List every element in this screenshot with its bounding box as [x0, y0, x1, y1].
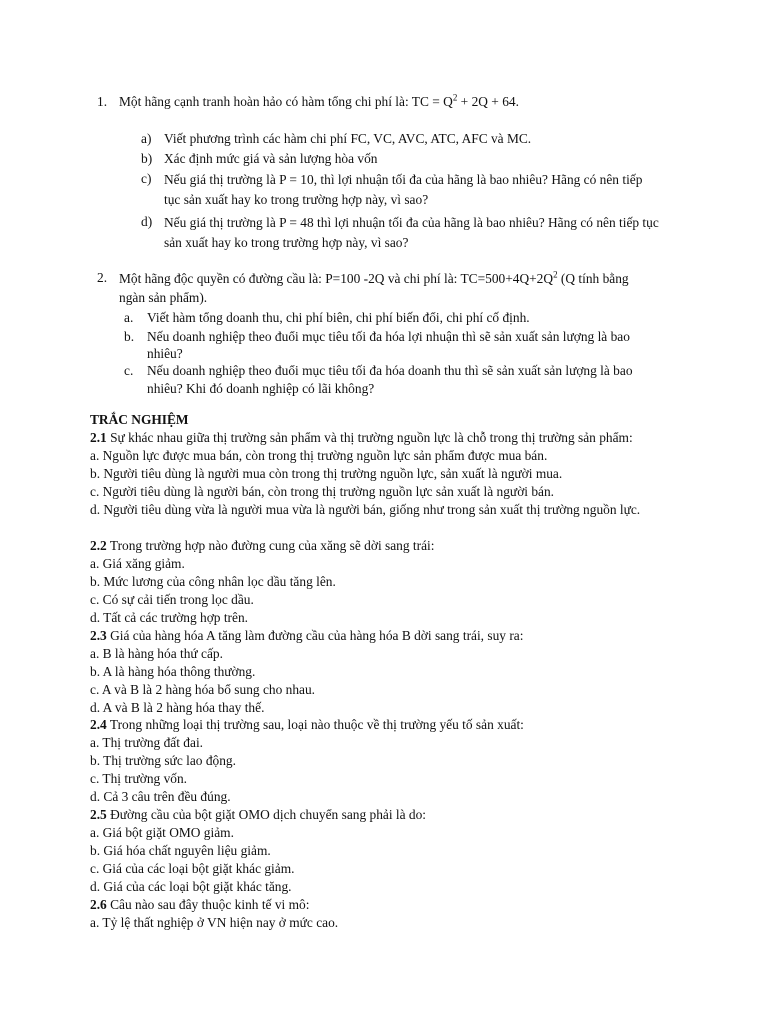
question	[90, 429, 633, 447]
answer-option: c. Thị trường vốn.	[90, 771, 188, 786]
item-text: Nếu giá thị trường là P = 48 thì lợi nhuận tối đa của hãng là bao nhiêu? Hãng có nên tiếp tục sản xuất hay ko trong trường hợp này, vì sao?	[164, 215, 659, 250]
item-text: Nếu doanh nghiệp theo đuổi mục tiêu tối đa hóa doanh thu thì sẽ sản xuất sản lượng là bao nhiêu? Khi đó doanh nghiệp có lãi không?	[147, 363, 633, 396]
question	[90, 716, 524, 734]
item-text: Xác định mức giá và sản lượng hòa vốn	[164, 151, 378, 166]
question-number: 2.1	[90, 430, 107, 445]
question-number: 2.2	[90, 538, 107, 553]
question-text: Câu nào sau đây thuộc kinh tế vi mô:	[106, 897, 310, 912]
item-text: Nếu giá thị trường là P = 10, thì lợi nhuận tối đa của hãng là bao nhiêu? Hãng có nên tiếp tục sản xuất hay ko trong trường hợp này, vì sao?	[164, 172, 643, 207]
answer-option: b. A là hàng hóa thông thường.	[90, 664, 256, 679]
item-text: Viết phương trình các hàm chi phí FC, VC, AVC, ATC, AFC và MC.	[164, 131, 532, 146]
problem-stem: Một hãng cạnh tranh hoàn hảo có hàm tổng chi phí là: TC = $Q^2 + 2Q + 64$.	[119, 92, 519, 109]
answer-option: d. Tất cả các trường hợp trên.	[90, 610, 248, 625]
question-text: Sự khác nhau giữa thị trường sản phẩm và thị trường nguồn lực là chỗ trong thị trường sản phẩm:	[106, 430, 633, 445]
answer-option: c. Có sự cải tiến trong lọc dầu.	[90, 592, 254, 607]
question	[90, 806, 426, 824]
answer-option: d. Giá của các loại bột giặt khác tăng.	[90, 879, 292, 894]
problem-number: 1.	[97, 94, 108, 109]
item-text: Viết hàm tổng doanh thu, chi phí biên, chi phí biến đổi, chi phí cố định.	[147, 310, 530, 325]
item-label: b.	[124, 329, 135, 344]
answer-option: b. Người tiêu dùng là người mua còn trong thị trường nguồn lực, sản xuất là người mua.	[90, 466, 563, 481]
answer-option: d. A và B là 2 hàng hóa thay thế.	[90, 700, 265, 715]
question-text: Giá của hàng hóa A tăng làm đường cầu của hàng hóa B dời sang trái, suy ra:	[106, 628, 524, 643]
question-number: 2.3	[90, 628, 107, 643]
question-number: 2.6	[90, 897, 107, 912]
question-text: Trong những loại thị trường sau, loại nào thuộc về thị trường yếu tố sản xuất:	[106, 717, 524, 732]
answer-option: a. Giá xăng giảm.	[90, 556, 185, 571]
answer-option: d. Cả 3 câu trên đều đúng.	[90, 789, 231, 804]
answer-option: a. Thị trường đất đai.	[90, 735, 204, 750]
item-label: b)	[141, 151, 153, 166]
answer-option: b. Thị trường sức lao động.	[90, 753, 236, 768]
item-label: c.	[124, 363, 134, 378]
item-label: c)	[141, 171, 152, 186]
question-text: Trong trường hợp nào đường cung của xăng sẽ dời sang trái:	[106, 538, 435, 553]
answer-option: a. Nguồn lực được mua bán, còn trong thị trường nguồn lực sản phẩm được mua bán.	[90, 448, 548, 463]
question	[90, 537, 434, 555]
answer-option: a. Giá bột giặt OMO giảm.	[90, 825, 234, 840]
answer-option: d. Người tiêu dùng vừa là người mua vừa là người bán, giống như trong sản xuất thị trường nguồn lực.	[90, 502, 641, 517]
answer-option: c. Giá của các loại bột giặt khác giảm.	[90, 861, 295, 876]
question-text: Đường cầu của bột giặt OMO dịch chuyển sang phải là do:	[106, 807, 427, 822]
question-number: 2.5	[90, 807, 107, 822]
problem-number: 2.	[97, 270, 108, 285]
answer-option: b. Giá hóa chất nguyên liệu giảm.	[90, 843, 271, 858]
item-text: Nếu doanh nghiệp theo đuổi mục tiêu tối đa hóa lợi nhuận thì sẽ sản xuất sản lượng là bao nhiêu?	[147, 329, 630, 361]
question	[90, 896, 309, 914]
section-heading: TRẮC NGHIỆM	[90, 412, 189, 427]
item-label: d)	[141, 214, 153, 229]
answer-option: a. Tỷ lệ thất nghiệp ở VN hiện nay ở mức cao.	[90, 915, 339, 930]
question	[90, 627, 523, 645]
answer-option: c. Người tiêu dùng là người bán, còn trong thị trường nguồn lực sản xuất là người bán.	[90, 484, 555, 499]
item-label: a)	[141, 131, 152, 146]
answer-option: b. Mức lương của công nhân lọc dầu tăng lên.	[90, 574, 336, 589]
question-number: 2.4	[90, 717, 107, 732]
answer-option: c. A và B là 2 hàng hóa bổ sung cho nhau.	[90, 682, 315, 697]
problem-stem: Một hãng độc quyền có đường cầu là: P=100 -2Q và chi phí là: $TC=500+4Q+2Q^2$ (Q tính bằng ngàn sản phẩm).	[119, 269, 629, 305]
answer-option: a. B là hàng hóa thứ cấp.	[90, 646, 223, 661]
item-label: a.	[124, 310, 134, 325]
